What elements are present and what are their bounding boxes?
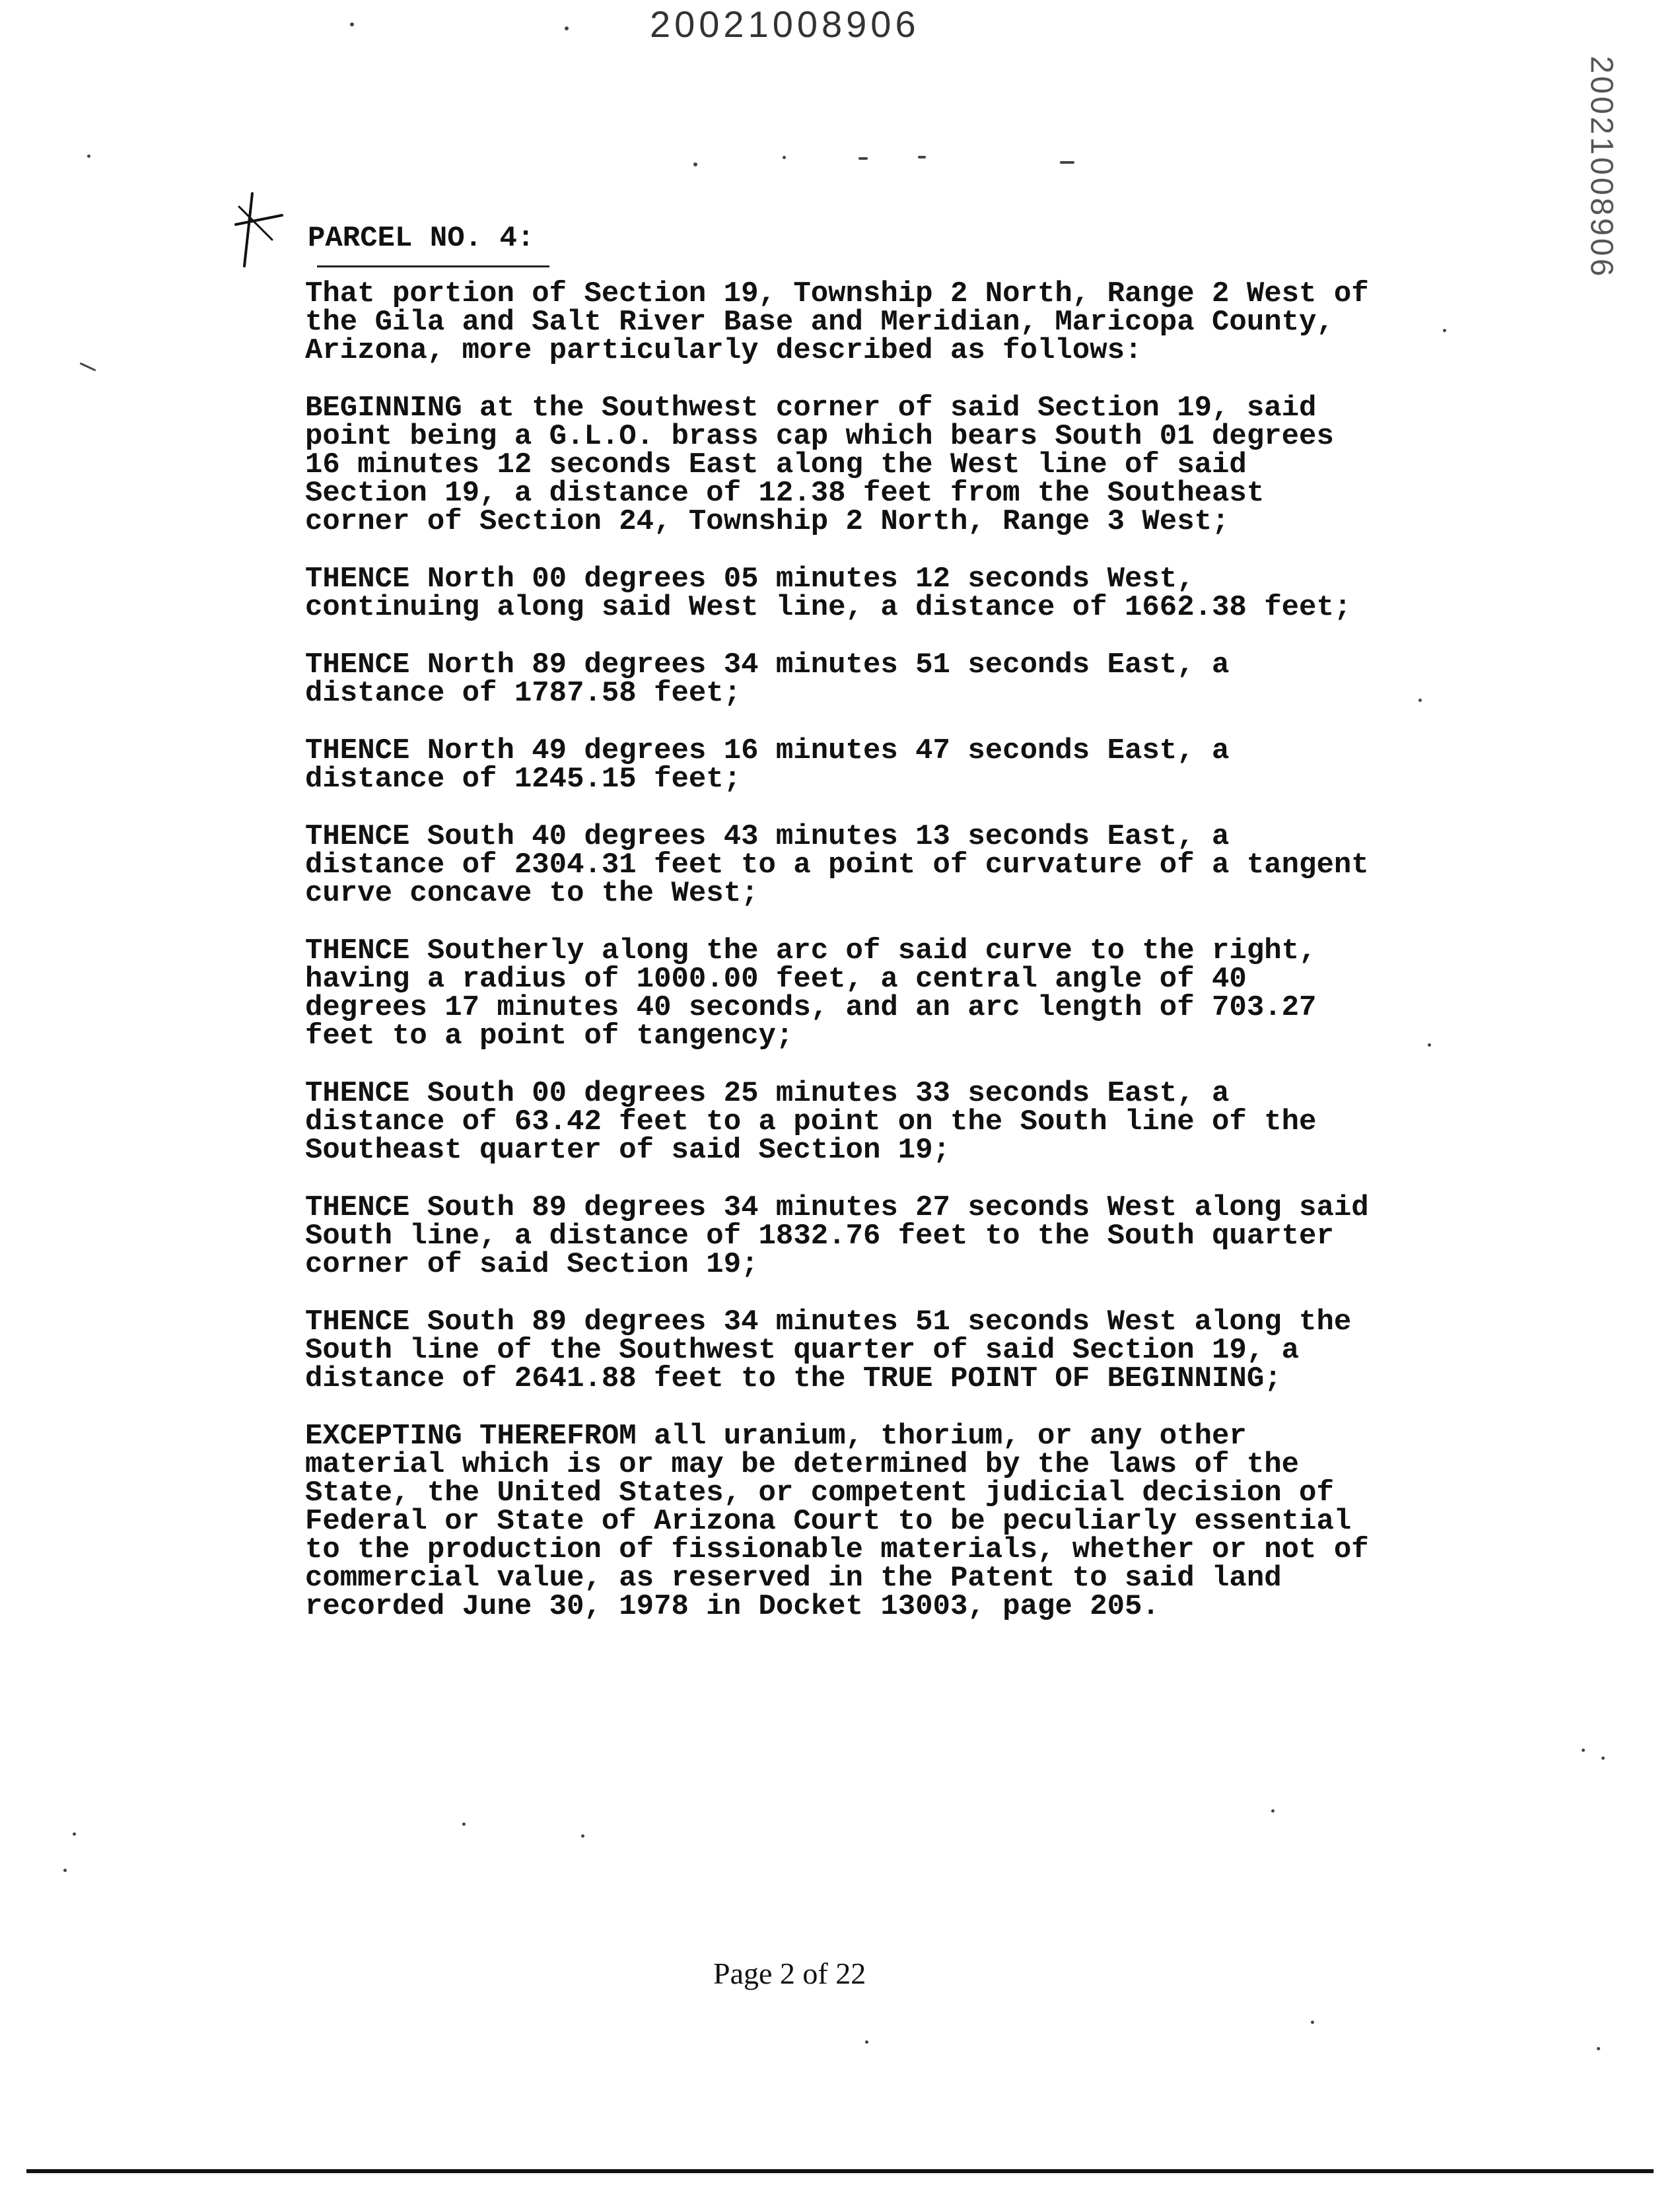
scan-speck — [462, 1822, 466, 1826]
scan-speck — [783, 156, 786, 159]
scan-speck — [1311, 2021, 1314, 2024]
scan-speck — [1597, 2047, 1600, 2050]
scan-speck — [1443, 329, 1446, 332]
paragraph-intro: That portion of Section 19, Township 2 North, Range 2 West of the Gila and Salt River Base and Meridian, Maricopa County, Arizona, more particularly described as follows: — [305, 277, 1369, 367]
side-stamp-text: 20021008906 — [1584, 55, 1619, 279]
paragraph-beginning: BEGINNING at the Southwest corner of said Section 19, said point being a G.L.O. brass cap which bears South 01 degrees 16 minutes 12 seconds East along the West line of said Section 19, a distance of 12.38 feet from the Southeast corner of Section 24, Township 2 North, Range 3 West; — [305, 392, 1334, 538]
paragraph-thence-5: THENCE Southerly along the arc of said curve to the right, having a radius of 1000.00 feet, a central angle of 40 degrees 17 minutes 40 seconds, and an arc length of 703.27 feet to a point of tangency; — [305, 934, 1317, 1053]
scan-speck — [918, 156, 926, 158]
scan-speck — [693, 162, 697, 166]
legal-description — [305, 277, 1467, 1650]
paragraph-thence-2: THENCE North 89 degrees 34 minutes 51 seconds East, a distance of 1787.58 feet; — [305, 648, 1230, 710]
paragraph-excepting: EXCEPTING THEREFROM all uranium, thorium, or any other material which is or may be determined by the laws of the State, the United States, or competent judicial decision of Federal or State of Arizona Court to be peculiarly essential to the production of fissionable materials, whether or not of commercial value, as reserved in the Patent to said land recorded June 30, 1978 in Docket 13003, page 205. — [305, 1420, 1369, 1623]
side-stamp — [1575, 55, 1628, 279]
scan-speck — [80, 363, 96, 372]
scan-speck — [1060, 161, 1074, 164]
bottom-rule — [26, 2169, 1654, 2173]
scan-speck — [1418, 699, 1422, 702]
scan-speck — [63, 1869, 67, 1872]
parcel-heading: PARCEL NO. 4: — [308, 222, 535, 255]
scan-speck — [73, 1832, 76, 1836]
heading-underline — [317, 265, 549, 267]
scan-speck — [865, 2040, 868, 2044]
scan-speck — [87, 155, 90, 158]
scan-speck — [565, 26, 569, 30]
paragraph-thence-7: THENCE South 89 degrees 34 minutes 27 seconds West along said South line, a distance of 1832.76 feet to the South quarter corner of said Section 19; — [305, 1191, 1369, 1281]
scan-speck — [1601, 1756, 1605, 1760]
paragraph-thence-4: THENCE South 40 degrees 43 minutes 13 seconds East, a distance of 2304.31 feet to a point of curvature of a tangent curve concave to the West; — [305, 820, 1369, 910]
paragraph-thence-8: THENCE South 89 degrees 34 minutes 51 seconds West along the South line of the Southwest quarter of said Section 19, a distance of 2641.88 feet to the TRUE POINT OF BEGINNING; — [305, 1305, 1352, 1395]
scan-speck — [858, 157, 868, 160]
recording-number: 20021008906 — [650, 3, 920, 45]
page-number: Page 2 of 22 — [713, 1957, 866, 1990]
scan-speck — [581, 1834, 584, 1838]
paragraph-thence-6: THENCE South 00 degrees 25 minutes 33 seconds East, a distance of 63.42 feet to a point on the South line of the Southeast quarter of said Section 19; — [305, 1077, 1317, 1167]
scan-speck — [1271, 1809, 1275, 1813]
handwritten-star-mark — [232, 190, 285, 269]
scan-speck — [1428, 1043, 1431, 1047]
paragraph-thence-1: THENCE North 00 degrees 05 minutes 12 seconds West, continuing along said West line, a distance of 1662.38 feet; — [305, 563, 1352, 624]
paragraph-thence-3: THENCE North 49 degrees 16 minutes 47 seconds East, a distance of 1245.15 feet; — [305, 734, 1230, 796]
scan-speck — [350, 22, 354, 26]
scan-speck — [1582, 1749, 1585, 1752]
